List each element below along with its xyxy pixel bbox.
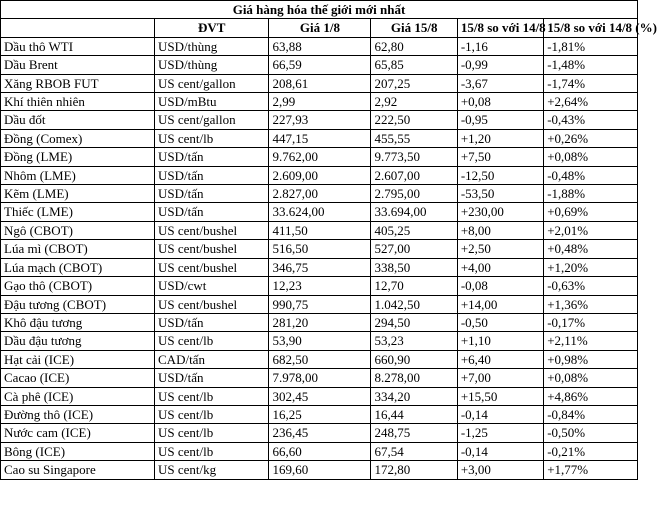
table-row <box>1 461 638 479</box>
change-pct-cell: +4,86% <box>544 387 638 405</box>
change-cell: +2,50 <box>457 240 543 258</box>
price-1-8-cell: 53,90 <box>269 332 371 350</box>
header-change-pct: 15/8 so với 14/8 (%) <box>544 19 638 37</box>
price-15-8-cell: 12,70 <box>371 277 457 295</box>
table-row <box>1 93 638 111</box>
table-row <box>1 166 638 184</box>
change-pct-cell: -0,21% <box>544 442 638 460</box>
table-row <box>1 221 638 239</box>
unit-cell: USD/thùng <box>155 56 269 74</box>
change-cell: +4,00 <box>457 258 543 276</box>
commodity-name-cell: Dầu Brent <box>1 56 155 74</box>
commodity-name-cell: Nhôm (LME) <box>1 166 155 184</box>
change-cell: -0,99 <box>457 56 543 74</box>
commodity-name-cell: Ngô (CBOT) <box>1 221 155 239</box>
price-1-8-cell: 516,50 <box>269 240 371 258</box>
price-1-8-cell: 208,61 <box>269 74 371 92</box>
price-15-8-cell: 9.773,50 <box>371 148 457 166</box>
change-cell: -0,95 <box>457 111 543 129</box>
unit-cell: CAD/tấn <box>155 350 269 368</box>
unit-cell: USD/tấn <box>155 148 269 166</box>
table-row <box>1 387 638 405</box>
commodity-name-cell: Khí thiên nhiên <box>1 93 155 111</box>
unit-cell: US cent/lb <box>155 387 269 405</box>
price-15-8-cell: 2.607,00 <box>371 166 457 184</box>
change-pct-cell: -1,81% <box>544 37 638 55</box>
table-header-row <box>1 19 638 37</box>
commodity-name-cell: Đường thô (ICE) <box>1 405 155 423</box>
commodity-name-cell: Khô đậu tương <box>1 313 155 331</box>
unit-cell: USD/tấn <box>155 313 269 331</box>
change-cell: +1,10 <box>457 332 543 350</box>
unit-cell: US cent/gallon <box>155 74 269 92</box>
change-cell: +15,50 <box>457 387 543 405</box>
change-cell: +14,00 <box>457 295 543 313</box>
table-row <box>1 332 638 350</box>
commodity-name-cell: Kẽm (LME) <box>1 185 155 203</box>
commodity-name-cell: Cacao (ICE) <box>1 369 155 387</box>
change-pct-cell: +1,20% <box>544 258 638 276</box>
price-1-8-cell: 302,45 <box>269 387 371 405</box>
table-title-row <box>1 1 638 19</box>
header-unit: ĐVT <box>155 19 269 37</box>
commodity-name-cell: Lúa mì (CBOT) <box>1 240 155 258</box>
price-1-8-cell: 33.624,00 <box>269 203 371 221</box>
price-15-8-cell: 172,80 <box>371 461 457 479</box>
change-pct-cell: +0,48% <box>544 240 638 258</box>
change-pct-cell: -0,17% <box>544 313 638 331</box>
unit-cell: USD/tấn <box>155 203 269 221</box>
table-row <box>1 129 638 147</box>
unit-cell: US cent/bushel <box>155 221 269 239</box>
header-change: 15/8 so với 14/8 <box>457 19 543 37</box>
table-row <box>1 148 638 166</box>
change-cell: -0,14 <box>457 442 543 460</box>
change-cell: +7,00 <box>457 369 543 387</box>
unit-cell: USD/tấn <box>155 369 269 387</box>
table-row <box>1 203 638 221</box>
commodity-name-cell: Dầu đậu tương <box>1 332 155 350</box>
unit-cell: US cent/lb <box>155 442 269 460</box>
price-15-8-cell: 16,44 <box>371 405 457 423</box>
table-row <box>1 74 638 92</box>
table-row <box>1 258 638 276</box>
change-pct-cell: -0,50% <box>544 424 638 442</box>
unit-cell: USD/tấn <box>155 166 269 184</box>
commodity-name-cell: Gạo thô (CBOT) <box>1 277 155 295</box>
price-15-8-cell: 65,85 <box>371 56 457 74</box>
price-1-8-cell: 66,59 <box>269 56 371 74</box>
price-1-8-cell: 169,60 <box>269 461 371 479</box>
change-cell: +1,20 <box>457 129 543 147</box>
table-row <box>1 350 638 368</box>
table-row <box>1 277 638 295</box>
header-commodity <box>1 19 155 37</box>
price-15-8-cell: 53,23 <box>371 332 457 350</box>
change-pct-cell: -0,84% <box>544 405 638 423</box>
price-15-8-cell: 67,54 <box>371 442 457 460</box>
change-pct-cell: +0,98% <box>544 350 638 368</box>
change-pct-cell: -1,88% <box>544 185 638 203</box>
unit-cell: US cent/lb <box>155 129 269 147</box>
table-row <box>1 295 638 313</box>
price-15-8-cell: 660,90 <box>371 350 457 368</box>
table-row <box>1 37 638 55</box>
commodity-name-cell: Đồng (Comex) <box>1 129 155 147</box>
change-pct-cell: +1,77% <box>544 461 638 479</box>
change-pct-cell: +0,69% <box>544 203 638 221</box>
change-cell: +0,08 <box>457 93 543 111</box>
unit-cell: USD/cwt <box>155 277 269 295</box>
table-row <box>1 369 638 387</box>
change-cell: -0,14 <box>457 405 543 423</box>
unit-cell: US cent/bushel <box>155 258 269 276</box>
commodity-name-cell: Lúa mạch (CBOT) <box>1 258 155 276</box>
table-row <box>1 313 638 331</box>
change-pct-cell: +2,64% <box>544 93 638 111</box>
change-pct-cell: -0,48% <box>544 166 638 184</box>
table-row <box>1 405 638 423</box>
price-15-8-cell: 222,50 <box>371 111 457 129</box>
price-1-8-cell: 682,50 <box>269 350 371 368</box>
price-15-8-cell: 405,25 <box>371 221 457 239</box>
unit-cell: US cent/lb <box>155 405 269 423</box>
price-15-8-cell: 294,50 <box>371 313 457 331</box>
header-price-1-8: Giá 1/8 <box>269 19 371 37</box>
price-1-8-cell: 2.827,00 <box>269 185 371 203</box>
table-row <box>1 442 638 460</box>
unit-cell: USD/thùng <box>155 37 269 55</box>
change-pct-cell: -1,74% <box>544 74 638 92</box>
price-1-8-cell: 281,20 <box>269 313 371 331</box>
price-1-8-cell: 2.609,00 <box>269 166 371 184</box>
price-1-8-cell: 63,88 <box>269 37 371 55</box>
header-price-15-8: Giá 15/8 <box>371 19 457 37</box>
price-1-8-cell: 7.978,00 <box>269 369 371 387</box>
price-15-8-cell: 1.042,50 <box>371 295 457 313</box>
unit-cell: US cent/kg <box>155 461 269 479</box>
unit-cell: US cent/lb <box>155 332 269 350</box>
commodity-name-cell: Nước cam (ICE) <box>1 424 155 442</box>
commodity-name-cell: Đậu tương (CBOT) <box>1 295 155 313</box>
change-cell: +7,50 <box>457 148 543 166</box>
change-cell: -12,50 <box>457 166 543 184</box>
change-pct-cell: +2,01% <box>544 221 638 239</box>
change-cell: -3,67 <box>457 74 543 92</box>
price-15-8-cell: 455,55 <box>371 129 457 147</box>
change-cell: +6,40 <box>457 350 543 368</box>
table-row <box>1 56 638 74</box>
price-15-8-cell: 527,00 <box>371 240 457 258</box>
table-body <box>1 37 638 479</box>
commodity-name-cell: Xăng RBOB FUT <box>1 74 155 92</box>
change-pct-cell: +0,26% <box>544 129 638 147</box>
change-pct-cell: -0,43% <box>544 111 638 129</box>
change-cell: +8,00 <box>457 221 543 239</box>
unit-cell: US cent/bushel <box>155 240 269 258</box>
unit-cell: US cent/gallon <box>155 111 269 129</box>
price-15-8-cell: 338,50 <box>371 258 457 276</box>
change-cell: +3,00 <box>457 461 543 479</box>
commodity-name-cell: Dầu thô WTI <box>1 37 155 55</box>
price-1-8-cell: 411,50 <box>269 221 371 239</box>
price-15-8-cell: 334,20 <box>371 387 457 405</box>
commodity-name-cell: Cao su Singapore <box>1 461 155 479</box>
change-pct-cell: +0,08% <box>544 148 638 166</box>
unit-cell: USD/tấn <box>155 185 269 203</box>
price-1-8-cell: 990,75 <box>269 295 371 313</box>
unit-cell: USD/mBtu <box>155 93 269 111</box>
price-1-8-cell: 16,25 <box>269 405 371 423</box>
change-pct-cell: +0,08% <box>544 369 638 387</box>
commodity-name-cell: Bông (ICE) <box>1 442 155 460</box>
commodity-name-cell: Hạt cải (ICE) <box>1 350 155 368</box>
price-1-8-cell: 447,15 <box>269 129 371 147</box>
table-row <box>1 185 638 203</box>
price-1-8-cell: 9.762,00 <box>269 148 371 166</box>
price-15-8-cell: 33.694,00 <box>371 203 457 221</box>
unit-cell: US cent/bushel <box>155 295 269 313</box>
commodity-name-cell: Cà phê (ICE) <box>1 387 155 405</box>
table-row <box>1 111 638 129</box>
table-title: Giá hàng hóa thế giới mới nhất <box>1 1 638 19</box>
change-cell: -53,50 <box>457 185 543 203</box>
price-1-8-cell: 236,45 <box>269 424 371 442</box>
change-cell: -0,08 <box>457 277 543 295</box>
price-15-8-cell: 2.795,00 <box>371 185 457 203</box>
price-1-8-cell: 66,60 <box>269 442 371 460</box>
change-pct-cell: +2,11% <box>544 332 638 350</box>
commodity-name-cell: Thiếc (LME) <box>1 203 155 221</box>
change-cell: +230,00 <box>457 203 543 221</box>
price-1-8-cell: 12,23 <box>269 277 371 295</box>
change-cell: -0,50 <box>457 313 543 331</box>
change-pct-cell: -0,63% <box>544 277 638 295</box>
price-1-8-cell: 346,75 <box>269 258 371 276</box>
price-15-8-cell: 248,75 <box>371 424 457 442</box>
unit-cell: US cent/lb <box>155 424 269 442</box>
price-15-8-cell: 207,25 <box>371 74 457 92</box>
price-1-8-cell: 2,99 <box>269 93 371 111</box>
change-pct-cell: +1,36% <box>544 295 638 313</box>
table-row <box>1 240 638 258</box>
price-15-8-cell: 8.278,00 <box>371 369 457 387</box>
price-1-8-cell: 227,93 <box>269 111 371 129</box>
change-pct-cell: -1,48% <box>544 56 638 74</box>
commodity-name-cell: Dầu đốt <box>1 111 155 129</box>
change-cell: -1,25 <box>457 424 543 442</box>
table-row <box>1 424 638 442</box>
price-15-8-cell: 2,92 <box>371 93 457 111</box>
commodity-name-cell: Đồng (LME) <box>1 148 155 166</box>
change-cell: -1,16 <box>457 37 543 55</box>
price-15-8-cell: 62,80 <box>371 37 457 55</box>
